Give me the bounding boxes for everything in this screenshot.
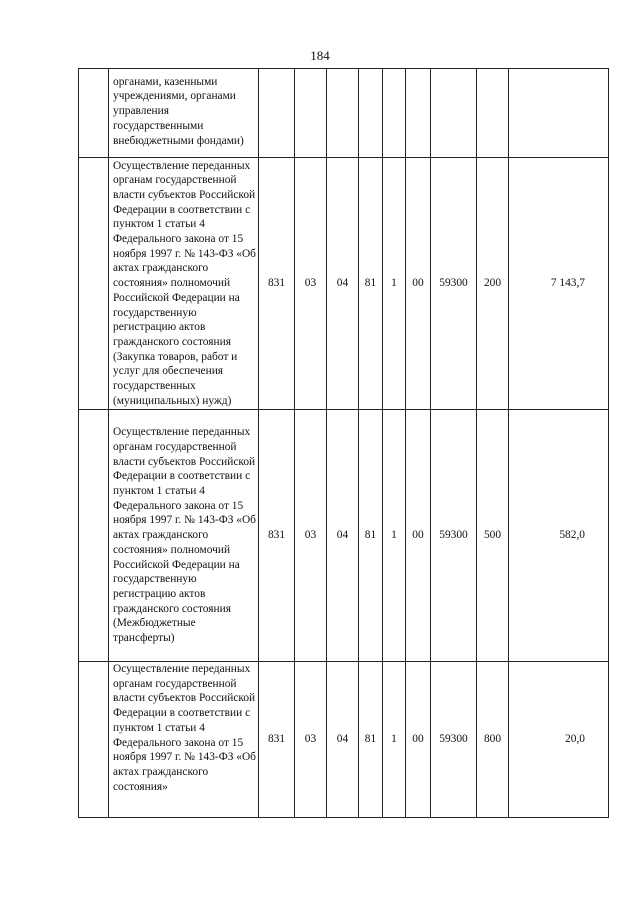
program-code-cell: 81 <box>359 410 383 662</box>
direction-code-cell: 00 <box>406 662 431 818</box>
subsection-code-cell: 04 <box>327 662 359 818</box>
ministry-code-cell: 831 <box>259 410 295 662</box>
expense-code-cell: 59300 <box>431 158 477 410</box>
direction-code-cell: 00 <box>406 410 431 662</box>
table-row <box>79 69 609 158</box>
expense-type-code-cell: 800 <box>477 662 509 818</box>
subprogram-code-cell: 1 <box>383 410 406 662</box>
section-code-cell: 03 <box>295 662 327 818</box>
program-code-cell: 81 <box>359 158 383 410</box>
table-row <box>79 662 609 818</box>
section-code-cell: 03 <box>295 158 327 410</box>
subsection-code-cell: 04 <box>327 158 359 410</box>
ministry-code-cell <box>259 69 295 158</box>
row-number-cell <box>79 158 109 410</box>
program-code-cell: 81 <box>359 662 383 818</box>
expense-code-cell: 59300 <box>431 410 477 662</box>
expense-type-code-cell: 200 <box>477 158 509 410</box>
subprogram-code-cell: 1 <box>383 158 406 410</box>
subsection-code-cell: 04 <box>327 410 359 662</box>
direction-code-cell <box>406 69 431 158</box>
row-number-cell <box>79 410 109 662</box>
section-code-cell <box>295 69 327 158</box>
amount-cell: 20,0 <box>509 662 609 818</box>
amount-cell <box>509 69 609 158</box>
section-code-cell: 03 <box>295 410 327 662</box>
description-text: Осуществление переданных органам государственной власти субъектов Российской Федерации в соответствии с пунктом 1 статьи 4 Федерального закона от 15 ноября 1997 г. № 143-ФЗ «Об актах гражданского состояния» полномочий Российской Федерации на государственную регистрацию актов гражданского состояния (Закупка товаров, работ и услуг для обеспечения государственных (муниципальных) нужд) <box>113 159 256 407</box>
amount-cell: 7 143,7 <box>509 158 609 410</box>
expense-code-cell <box>431 69 477 158</box>
ministry-code-cell: 831 <box>259 158 295 410</box>
expense-type-code-cell: 500 <box>477 410 509 662</box>
expense-type-code-cell <box>477 69 509 158</box>
program-code-cell <box>359 69 383 158</box>
description-cell <box>109 662 259 818</box>
page-number: 184 <box>310 48 330 63</box>
row-number-cell <box>79 69 109 158</box>
table-body <box>79 69 609 818</box>
description-text: Осуществление переданных органам государственной власти субъектов Российской Федерации в соответствии с пунктом 1 статьи 4 Федерального закона от 15 ноября 1997 г. № 143-ФЗ «Об актах гражданского состояния» <box>113 663 256 793</box>
budget-table <box>78 68 609 818</box>
subsection-code-cell <box>327 69 359 158</box>
description-cell <box>109 158 259 410</box>
description-text: органами, казенными учреждениями, органами управления государственными внебюджетными фондами) <box>113 75 244 147</box>
table-row <box>79 158 609 410</box>
row-number-cell <box>79 662 109 818</box>
subprogram-code-cell: 1 <box>383 662 406 818</box>
table-row <box>79 410 609 662</box>
ministry-code-cell: 831 <box>259 662 295 818</box>
direction-code-cell: 00 <box>406 158 431 410</box>
amount-cell: 582,0 <box>509 410 609 662</box>
description-cell <box>109 69 259 158</box>
description-text: Осуществление переданных органам государственной власти субъектов Российской Федерации в соответствии с пунктом 1 статьи 4 Федерального закона от 15 ноября 1997 г. № 143-ФЗ «Об актах гражданского состояния» полномочий Российской Федерации на государственную регистрацию актов гражданского состояния (Межбюджетные трансферты) <box>113 426 256 645</box>
expense-code-cell: 59300 <box>431 662 477 818</box>
description-cell <box>109 410 259 662</box>
subprogram-code-cell <box>383 69 406 158</box>
